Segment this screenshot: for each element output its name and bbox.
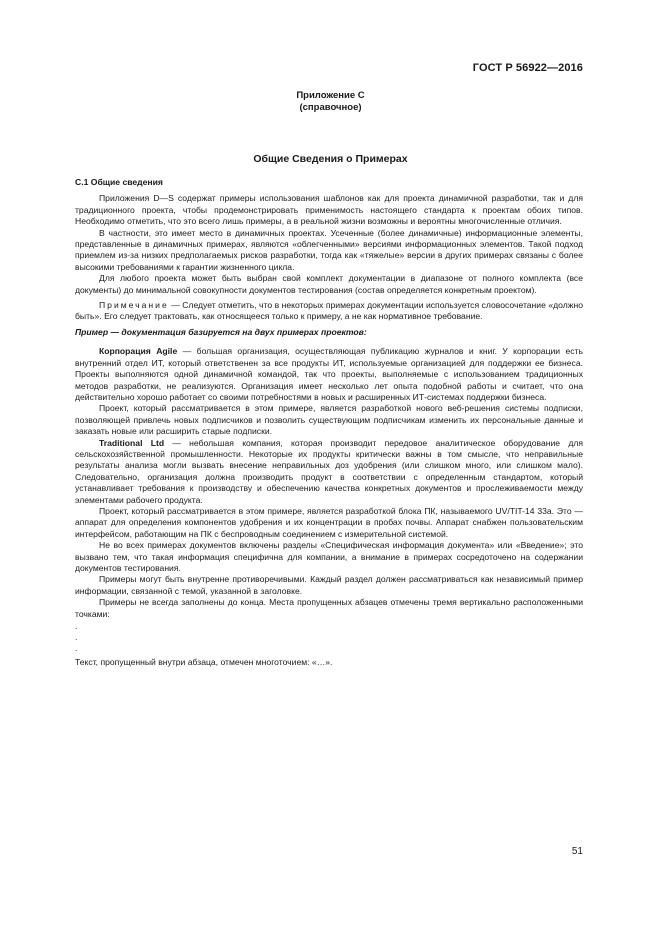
company-name-agile: Корпорация Agile <box>99 346 178 357</box>
company-name-traditional: Traditional Ltd <box>99 437 165 448</box>
dot: . <box>75 621 78 632</box>
paragraph: Примеры не всегда заполнены до конца. Места пропущенных абзацев отмечены тремя вертикально расположенными точками: <box>75 597 583 619</box>
appendix-title-block <box>0 90 661 114</box>
page-title: Общие Сведения о Примерах <box>253 153 408 165</box>
appendix-title: Приложение С <box>296 90 365 101</box>
paragraph: Проект, который рассматривается в этом примере, является разработкой нового веб-решения системы подписки, позволяющей привлечь новых подписчиков и позволить существующим подписчикам изменить их персональные данные и заказать новые или расширить старые подписки. <box>75 403 583 437</box>
standard-number: ГОСТ Р 56922—2016 <box>472 62 583 74</box>
company-description: — большая организация, осуществляющая публикацию журналов и книг. У корпорации есть внутренний отдел ИТ, который ответственен за все продукты ИТ, используемые организацией для поддержки ее бизнеса. Проекты выполняются одной динамичной командой, так что проекты, выполняемые с использованием традиционных методов разработки, не реализуются. Организация имеет несколько лет опыта подобной работы и считает, что она действительно хорошо работает со своими потребностями в новых и расширенных ИТ-системах поддержки бизнеса. <box>75 346 583 402</box>
note <box>75 300 583 323</box>
paragraph: Проект, который рассматривается в этом примере, является разработкой блока ПК, называемого UV/TIT-14 33a. Это — аппарат для определения компонентов удобрения и их концентрации в пробах почвы. Аппарат снабжен пользовательским интерфейсом, работающим на ПК с беспроводным соединением с измерительной системой. <box>75 505 583 539</box>
page-number: 51 <box>571 846 583 857</box>
dot: . <box>75 643 78 654</box>
paragraph: В частности, это имеет место в динамичных проектах. Усеченные (более динамичные) информационные элементы, представленные в динамичных примерах, являются «облегченными» версиями информационных элементов. Такой подход приемлем из-за низких предполагаемых рисков разработки, тогда как «тяжелые» версии в других примерах связаны с более высокими требованиями к гарантии жизненного цикла. <box>75 227 583 272</box>
paragraph <box>75 346 583 403</box>
example-heading: Пример — документация базируется на двух примерах проектов: <box>75 326 367 337</box>
paragraph: Для любого проекта может быть выбран свой комплект документации в диапазоне от полного комплекта (все документы) до минимальной совокупности документов тестирования (состав определяется конкретным проектом). <box>75 273 583 295</box>
paragraph: Примеры могут быть внутренне противоречивыми. Каждый раздел должен рассматриваться как независимый пример информации, связанной с темой, указанной в заголовке. <box>75 574 583 596</box>
note-label: Примечание <box>99 300 169 311</box>
paragraph <box>75 438 583 506</box>
dot: . <box>75 632 78 643</box>
paragraph: Не во всех примерах документов включены разделы «Специфическая информация документа» или «Введение»; это вызвано тем, что такая информация специфична для компании, а внимание в примерах сосредоточено на содержании документов тестирования. <box>75 540 583 573</box>
paragraph: Приложения D—S содержат примеры использования шаблонов как для проекта динамичной разработки, так и для традиционного проекта, чтобы продемонстрировать применимость настоящего стандарта к проектам обоих типов. Необходимо отметить, что это всего лишь примеры, а в реальной жизни возможны и вероятны многочисленные отличия. <box>75 193 583 227</box>
company-description: — небольшая компания, которая производит передовое аналитическое оборудование для сельскохозяйственной промышленности. Некоторые их продукты критически важны в том смысле, что неправильные результаты анализа могли вызвать внесение неправильных доз удобрения (или слишком много, или слишком мало). Следовательно, организация должна производить продукт в соответствии с определенным стандартом, который устанавливает требования к производству и обеспечению качества конкретных документов и прослеживаемости между элементами рабочего продукта. <box>75 437 584 505</box>
vertical-dots <box>75 622 583 655</box>
appendix-subtitle: (справочное) <box>299 102 362 113</box>
paragraph: Текст, пропущенный внутри абзаца, отмечен многоточием: «…». <box>75 657 333 668</box>
note-text: — Следует отметить, что в некоторых примерах документации используется словосочетание «должно быть». Его следует трактовать, как относящееся только к примеру, а не как нормативное требование. <box>75 300 583 322</box>
section-title: С.1 Общие сведения <box>75 177 163 187</box>
document-body <box>75 177 583 668</box>
